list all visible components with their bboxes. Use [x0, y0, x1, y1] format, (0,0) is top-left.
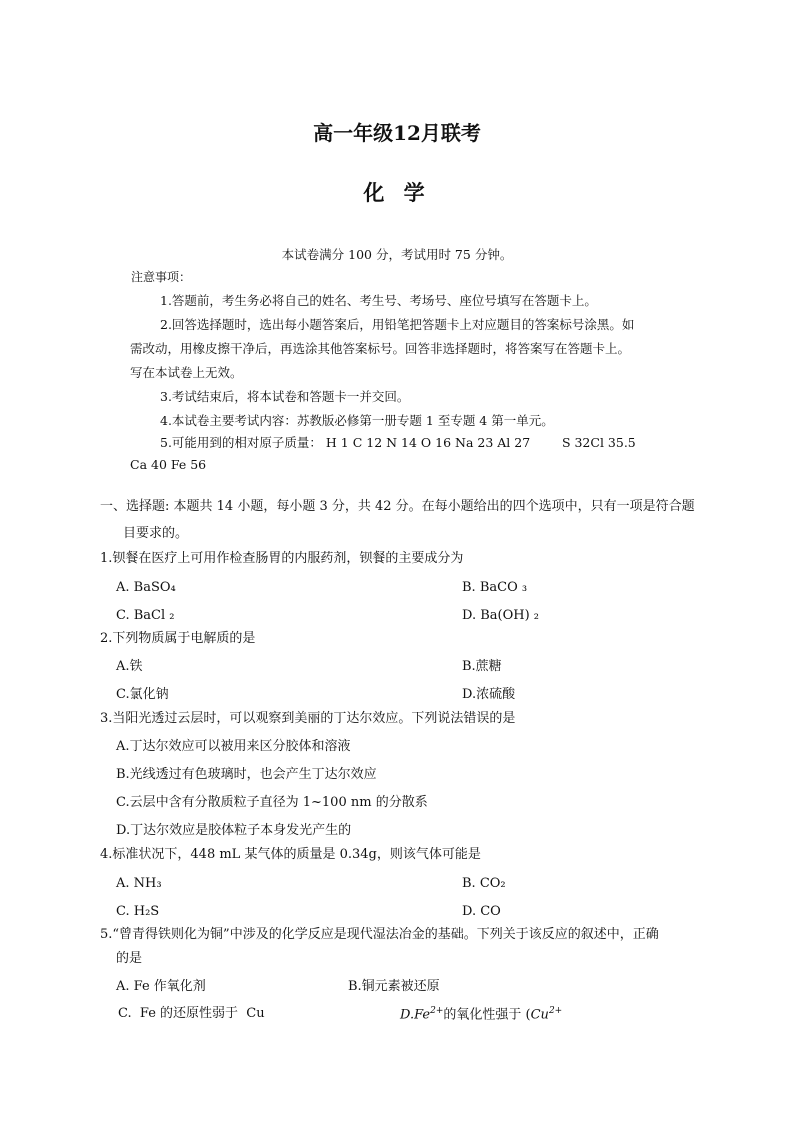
option-d-prefix: D.Fe	[400, 1007, 431, 1023]
notice-item: 2.回答选择题时，选出每小题答案后，用铅笔把答题卡上对应题目的答案标号涂黑。如	[160, 317, 635, 332]
option-a: A. BaSO₄	[116, 580, 176, 595]
question-stem: 4.标准状况下，448 mL 某气体的质量是 0.34g，则该气体可能是	[100, 847, 481, 862]
charge-superscript: 2+	[548, 1006, 563, 1016]
option-b: B.铜元素被还原	[348, 979, 440, 994]
option-b: B. BaCO ₃	[462, 580, 528, 595]
option-d: D. CO	[462, 904, 501, 919]
notice-item: 4.本试卷主要考试内容：苏教版必修第一册专题 1 至专题 4 第一单元。	[160, 413, 554, 428]
section-heading-cont: 目要求的。	[123, 526, 189, 541]
question-stem-cont: 的是	[116, 951, 143, 966]
option-b: B. CO₂	[462, 876, 506, 891]
option-d	[400, 1002, 562, 1024]
option-a: A. NH₃	[116, 876, 162, 891]
option-b: B.光线透过有色玻璃时，也会产生丁达尔效应	[116, 767, 377, 782]
notice-item: 1.答题前，考生务必将自己的姓名、考生号、考场号、座位号填写在答题卡上。	[160, 293, 597, 308]
subject-title: 化 学	[363, 180, 431, 205]
option-c: C. Fe 的还原性弱于 Cu	[118, 1006, 265, 1021]
option-c: C. H₂S	[116, 904, 160, 919]
charge-superscript: 2+	[430, 1006, 444, 1016]
option-d-middle: 的氧化性强于 (	[443, 1007, 531, 1023]
notice-item: 写在本试卷上无效。	[130, 365, 243, 380]
option-d: D.丁达尔效应是胶体粒子本身发光产生的	[116, 823, 352, 838]
question-stem: 1.钡餐在医疗上可用作检查肠胃的内服药剂，钡餐的主要成分为	[100, 551, 464, 566]
notice-item: 3.考试结束后，将本试卷和答题卡一并交回。	[160, 389, 410, 404]
notice-item: 需改动，用橡皮擦干净后，再选涂其他答案标号。回答非选择题时，将答案写在答题卡上。	[130, 341, 631, 356]
option-c: C. BaCl ₂	[116, 608, 175, 623]
option-d: D. Ba(OH) ₂	[462, 608, 540, 623]
question-stem: 2.下列物质属于电解质的是	[100, 631, 256, 646]
section-heading: 一、选择题: 本题共 14 小题，每小题 3 分，共 42 分。在每小题给出的四个选项中，只有一项是符合题	[100, 499, 695, 514]
option-d-ion: Cu	[530, 1007, 549, 1023]
option-d: D.浓硫酸	[462, 687, 516, 702]
option-b: B.蔗糖	[462, 659, 502, 674]
option-c: C.氯化钠	[116, 687, 169, 702]
question-stem: 3.当阳光透过云层时，可以观察到美丽的丁达尔效应。下列说法错误的是	[100, 711, 516, 726]
exam-intro: 本试卷满分 100 分，考试用时 75 分钟。	[281, 247, 513, 262]
question-stem: 5.“曾青得铁则化为铜”中涉及的化学反应是现代湿法冶金的基础。下列关于该反应的叙述中，正确	[100, 927, 659, 942]
notice-heading: 注意事项：	[131, 270, 192, 284]
option-a: A.丁达尔效应可以被用来区分胶体和溶液	[116, 739, 351, 754]
notice-item: 5.可能用到的相对原子质量： H 1 C 12 N 14 O 16 Na 23 Al 27 S 32Cl 35.5	[160, 435, 636, 450]
option-a: A. Fe 作氧化剂	[116, 979, 206, 994]
option-c: C.云层中含有分散质粒子直径为 1~100 nm 的分散系	[116, 795, 428, 810]
exam-title: 高一年级12月联考	[313, 121, 481, 145]
option-a: A.铁	[116, 659, 143, 674]
notice-item: Ca 40 Fe 56	[130, 457, 207, 472]
